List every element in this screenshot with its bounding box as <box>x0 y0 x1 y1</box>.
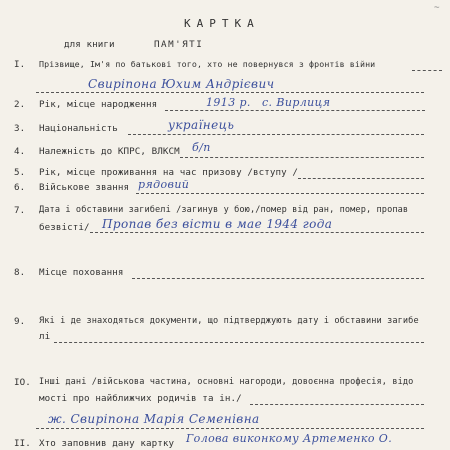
field-7-value: Пропав без вісти в мае 1944 года <box>102 217 333 231</box>
field-11-label: Хто заповнив дану картку <box>39 438 175 449</box>
field-2-year: 1913 р. <box>206 96 251 109</box>
field-6-number: 6. <box>14 182 26 193</box>
field-2-underline <box>165 110 425 111</box>
field-6-underline <box>136 193 424 194</box>
field-10-value: ж. Свиріпона Марія Семенівна <box>48 412 260 426</box>
field-3-label: Національність <box>39 123 118 134</box>
field-3-underline <box>128 134 424 135</box>
card-title: КАРТКА <box>184 17 260 30</box>
subtitle-memory: ПАМ'ЯТІ <box>154 39 204 50</box>
field-10-number: IO. <box>14 377 31 388</box>
field-4-value: б/п <box>192 141 211 154</box>
field-11-number: II. <box>14 438 31 449</box>
field-1-value: Свиріпона Юхим Андрієвич <box>88 77 275 91</box>
field-1-underline-2 <box>36 92 424 93</box>
field-5-label: Рік, місце проживання на час призову /вступу / <box>39 167 299 178</box>
field-1-label: Прізвище, Ім'я по батькові того, хто не повернувся з фронтів війни <box>39 59 376 69</box>
field-9-underline <box>54 342 424 343</box>
field-9-number: 9. <box>14 316 26 327</box>
field-7-underline <box>90 232 424 233</box>
field-10-label-line1: Інші дані /військова частина, основні нагороди, довоєнна професія, відо <box>39 377 414 387</box>
field-5-underline <box>298 178 424 179</box>
field-1-number: І. <box>14 59 26 70</box>
field-8-underline <box>132 278 424 279</box>
field-4-number: 4. <box>14 146 26 157</box>
field-4-underline <box>180 157 424 158</box>
field-7-label-line2: безвісті/ <box>39 222 90 233</box>
field-10-label-line2: мості про найближчих родичів та ін./ <box>39 393 242 404</box>
field-10-underline-2 <box>36 428 424 429</box>
field-8-label: Місце поховання <box>39 267 124 278</box>
field-10-underline <box>250 404 424 405</box>
field-3-value: українець <box>168 118 235 132</box>
corner-mark: ~ <box>434 2 440 13</box>
field-6-value: рядовий <box>138 178 190 191</box>
field-1-underline <box>412 70 442 71</box>
field-9-label-line2: лі <box>39 331 51 342</box>
field-5-number: 5. <box>14 167 26 178</box>
field-9-label-line1: Які і де знаходяться документи, що підтверджують дату і обставини загибе <box>39 316 419 326</box>
field-11-value: Голова виконкому Артеменко О. <box>186 432 393 445</box>
field-7-number: 7. <box>14 205 26 216</box>
field-4-label: Належність до КПРС, ВЛКСМ <box>39 146 180 157</box>
field-2-number: 2. <box>14 99 26 110</box>
field-3-number: 3. <box>14 123 26 134</box>
field-7-label-line1: Дата і обставини загибелі /загинув у бою,/помер від ран, помер, пропав <box>39 205 409 215</box>
field-2-label: Рік, місце народження <box>39 99 158 110</box>
field-8-number: 8. <box>14 267 26 278</box>
field-6-label: Військове звання <box>39 182 130 193</box>
subtitle-for-book: для книги <box>64 39 115 50</box>
field-2-place: с. Вирлиця <box>262 96 331 109</box>
